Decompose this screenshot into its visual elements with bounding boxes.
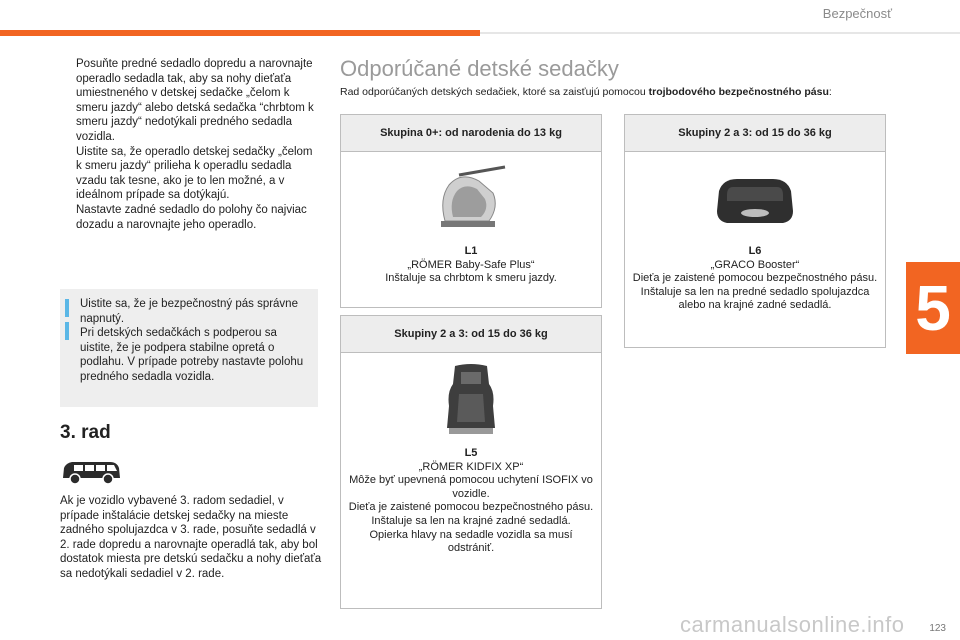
section-title: Bezpečnosť [822, 6, 892, 21]
info-icon [65, 299, 69, 317]
seat-code: L6 [748, 245, 762, 257]
info-text: Uistite sa, že je bezpečnostný pás správne napnutý. Pri detských sedačkách s podperou sa uistite, že je podpera stabilne opretá o podlahu. V prípade potreby nastavte polohu predného sedadla vozidla. [80, 298, 304, 383]
seat-code: L1 [464, 245, 478, 257]
card-group: Skupiny 2 a 3: od 15 do 36 kg [625, 115, 885, 152]
page-title: Odporúčané detské sedačky [340, 56, 619, 81]
infant-carrier-icon [431, 159, 511, 233]
seat-card-l6: Skupiny 2 a 3: od 15 do 36 kg L6 „GRACO Booster“ Dieťa je zaistené pomocou bezpečnostného pásu. Inštaluje sa len na predné sedadlo spolujazdca alebo na krajné zadné sedadlá. [624, 114, 886, 348]
header-rule [480, 32, 960, 34]
seat-card-l1: Skupina 0+: od narodenia do 13 kg L1 „RÖMER Baby-Safe Plus“ Inštaluje sa chrbtom k smeru jazdy. [340, 114, 602, 308]
third-row-heading: 3. rad [60, 422, 111, 443]
page-number: 123 [929, 623, 946, 634]
bullet-item: Nastavte zadné sedadlo do polohy čo najviac dozadu a narovnajte jeho operadlo. [76, 203, 307, 231]
info-icon-stem [65, 322, 69, 340]
booster-cushion-icon [713, 171, 797, 229]
card-group: Skupiny 2 a 3: od 15 do 36 kg [341, 316, 601, 353]
seat-code: L5 [464, 447, 478, 459]
bullet-item: Uistite sa, že operadlo detskej sedačky „čelom k smeru jazdy“ prilieha k operadlu sedadla vzadu tak tesne, ako je to len možné, a v ideálnom prípade sa dotýkajú. [76, 145, 313, 202]
intro-text: Rad odporúčaných detských sedačiek, ktoré sa zaisťujú pomocou trojbodového bezpečnostného pásu: [340, 86, 832, 98]
third-row-paragraph: Ak je vozidlo vybavené 3. radom sedadiel, v prípade inštalácie detskej sedačky na mieste zadného spolujazdca v 3. rade, posuňte sedadlá v 2. rade dopredu a narovnajte operadlá tak, aby bol dostatok miesta pre detskú sedačku a nohy dieťaťa sa nedotýkali sedadiel v 2. rade. [60, 495, 322, 580]
chapter-tab: 5 [906, 262, 960, 354]
watermark: carmanualsonline.info [680, 612, 905, 637]
header-accent-bar [0, 30, 480, 36]
minivan-icon [60, 458, 122, 486]
left-column [60, 57, 318, 232]
info-box [60, 289, 318, 407]
seat-card-l5: Skupiny 2 a 3: od 15 do 36 kg L5 „RÖMER KIDFIX XP“ Môže byť upevnená pomocou uchytení ISOFIX vo vozidle. Dieťa je zaistené pomocou bezpečnostného pásu. Inštaluje sa len na krajné zadné sedadlá. Opierka hlavy na sedadle vozidla sa musí odstrániť. [340, 315, 602, 609]
bullet-item: Posuňte predné sedadlo dopredu a narovnajte operadlo sedadla tak, aby sa nohy dieťaťa umiestneného v detskej sedačke „čelom k smeru jazdy“ alebo detská sedačka “chrbtom k smeru jazdy“ nedotýkali predného sedadla vozidla. [76, 58, 314, 143]
highback-booster-icon [441, 362, 501, 438]
card-group: Skupina 0+: od narodenia do 13 kg [341, 115, 601, 152]
